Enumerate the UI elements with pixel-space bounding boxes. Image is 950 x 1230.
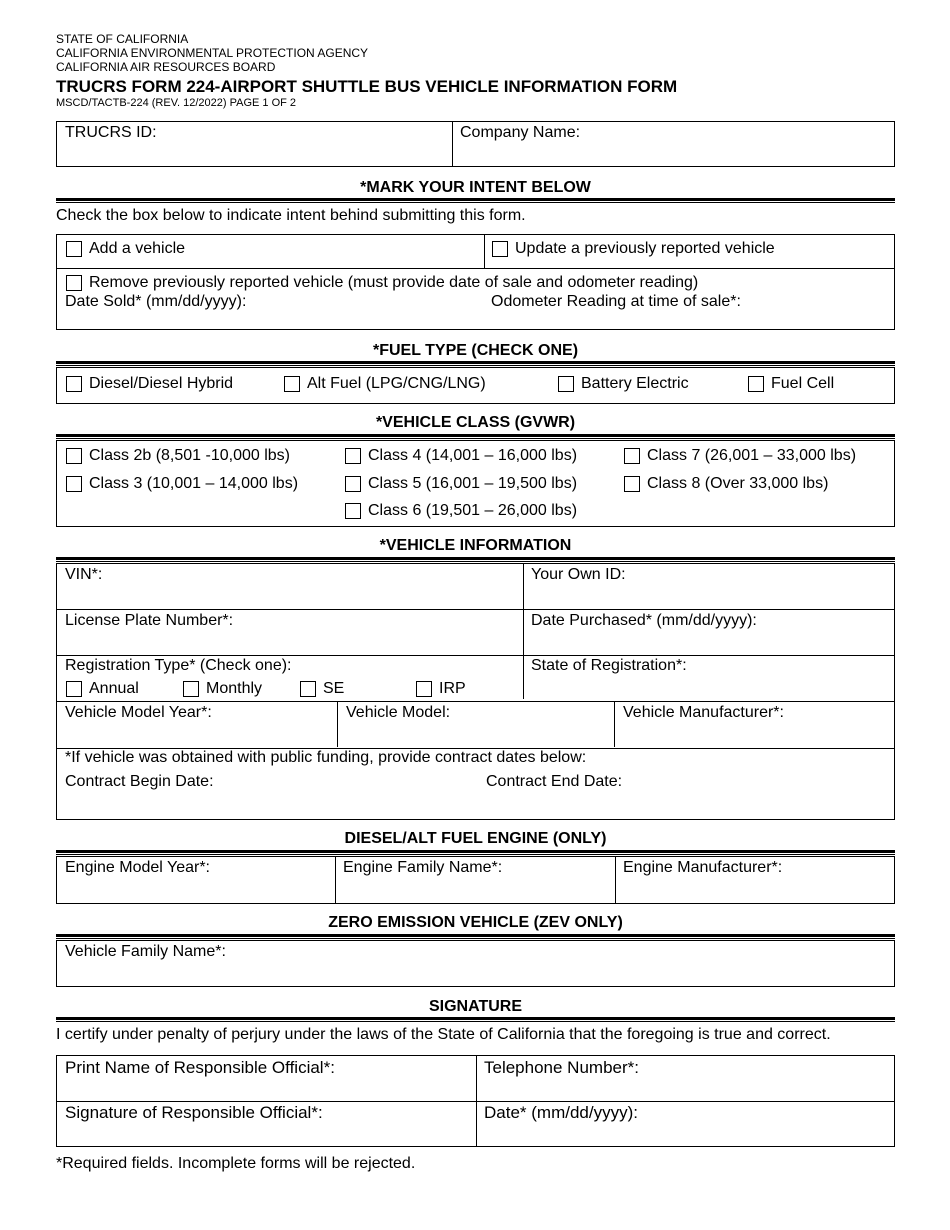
agency-line-carb: CALIFORNIA AIR RESOURCES BOARD <box>56 60 276 74</box>
vehicle-class-heading: *VEHICLE CLASS (GVWR) <box>375 414 576 431</box>
contract-begin-label: Contract Begin Date: <box>65 773 214 790</box>
vehicle-info-box <box>56 563 895 820</box>
intent-heading: *MARK YOUR INTENT BELOW <box>360 179 591 196</box>
zev-rule <box>56 934 895 939</box>
checkbox-square <box>284 376 300 392</box>
vehicle-class-rule <box>56 434 895 439</box>
agency-line-calepa: CALIFORNIA ENVIRONMENTAL PROTECTION AGENCY <box>56 46 369 60</box>
intent-rule <box>56 198 895 203</box>
add-vehicle-label: Add a vehicle <box>89 240 186 257</box>
vehicle-manufacturer-field[interactable] <box>623 725 889 745</box>
class-8-checkbox[interactable] <box>624 475 828 493</box>
class-4-checkbox[interactable] <box>345 447 577 465</box>
form-number: MSCD/TACTB-224 (REV. 12/2022) PAGE 1 OF 2 <box>56 97 297 109</box>
trucrs-id-label: TRUCRS ID: <box>65 124 157 141</box>
checkbox-square <box>66 241 82 257</box>
registration-monthly-label: Monthly <box>206 680 263 697</box>
checkbox-square <box>66 681 82 697</box>
engine-model-year-field[interactable] <box>65 880 329 900</box>
class-6-checkbox[interactable] <box>345 502 577 520</box>
required-fields-note: *Required fields. Incomplete forms will be rejected. <box>56 1155 416 1172</box>
own-id-field[interactable] <box>531 586 889 606</box>
print-name-field[interactable] <box>65 1079 469 1099</box>
fuel-type-heading: *FUEL TYPE (CHECK ONE) <box>372 342 579 359</box>
checkbox-square <box>748 376 764 392</box>
checkbox-square <box>66 476 82 492</box>
engine-rule <box>56 850 895 855</box>
checkbox-square <box>558 376 574 392</box>
fuel-cell-label: Fuel Cell <box>771 375 835 392</box>
signature-box <box>56 1055 895 1147</box>
fuel-alt-checkbox[interactable] <box>284 375 486 393</box>
trucrs-id-field[interactable] <box>65 144 445 164</box>
state-registration-label: State of Registration*: <box>531 657 687 674</box>
checkbox-square <box>345 448 361 464</box>
checkbox-square <box>183 681 199 697</box>
vin-field[interactable] <box>65 586 517 606</box>
checkbox-square <box>300 681 316 697</box>
class-7-checkbox[interactable] <box>624 447 856 465</box>
print-name-label: Print Name of Responsible Official*: <box>65 1058 335 1077</box>
fuel-diesel-checkbox[interactable] <box>66 375 233 393</box>
engine-box <box>56 856 895 904</box>
vehicle-info-heading: *VEHICLE INFORMATION <box>379 537 572 554</box>
license-plate-label: License Plate Number*: <box>65 612 234 629</box>
fuel-diesel-label: Diesel/Diesel Hybrid <box>89 375 234 392</box>
remove-vehicle-label: Remove previously reported vehicle (must provide date of sale and odometer reading) <box>89 274 699 291</box>
checkbox-square <box>624 476 640 492</box>
registration-irp-checkbox[interactable] <box>416 680 466 698</box>
vin-label: VIN*: <box>65 566 103 583</box>
registration-annual-label: Annual <box>89 680 139 697</box>
vehicle-model-label: Vehicle Model: <box>346 704 451 721</box>
vehicle-model-field[interactable] <box>346 725 608 745</box>
remove-vehicle-checkbox[interactable] <box>66 274 698 292</box>
odometer-field[interactable] <box>759 293 889 313</box>
fuel-alt-label: Alt Fuel (LPG/CNG/LNG) <box>307 375 486 392</box>
vehicle-info-rule <box>56 557 895 562</box>
registration-se-label: SE <box>323 680 345 697</box>
registration-annual-checkbox[interactable] <box>66 680 139 698</box>
engine-model-year-label: Engine Model Year*: <box>65 859 210 876</box>
vehicle-family-name-field[interactable] <box>65 964 889 984</box>
signature-heading: SIGNATURE <box>428 998 523 1015</box>
registration-monthly-checkbox[interactable] <box>183 680 262 698</box>
registration-irp-label: IRP <box>439 680 466 697</box>
class-6-label: Class 6 (19,501 – 26,000 lbs) <box>368 502 578 519</box>
class-3-label: Class 3 (10,001 – 14,000 lbs) <box>89 475 299 492</box>
signature-date-label: Date* (mm/dd/yyyy): <box>484 1103 638 1122</box>
signature-field[interactable] <box>65 1124 469 1144</box>
checkbox-square <box>66 448 82 464</box>
checkbox-square <box>492 241 508 257</box>
intent-box <box>56 234 895 330</box>
telephone-label: Telephone Number*: <box>484 1058 639 1077</box>
public-funding-note: *If vehicle was obtained with public funding, provide contract dates below: <box>65 749 587 766</box>
signature-rule <box>56 1017 895 1022</box>
add-vehicle-checkbox[interactable] <box>66 240 185 258</box>
checkbox-square <box>66 376 82 392</box>
contract-end-field[interactable] <box>639 773 889 793</box>
state-registration-field[interactable] <box>531 678 889 698</box>
vehicle-manufacturer-label: Vehicle Manufacturer*: <box>623 704 784 721</box>
zev-box <box>56 940 895 987</box>
class-4-label: Class 4 (14,001 – 16,000 lbs) <box>368 447 578 464</box>
id-company-box <box>56 121 895 167</box>
date-sold-field[interactable] <box>262 293 482 313</box>
class-2b-label: Class 2b (8,501 -10,000 lbs) <box>89 447 290 464</box>
fuel-type-box <box>56 367 895 404</box>
vehicle-model-year-field[interactable] <box>65 725 331 745</box>
class-7-label: Class 7 (26,001 – 33,000 lbs) <box>647 447 857 464</box>
contract-end-label: Contract End Date: <box>486 773 623 790</box>
engine-manufacturer-field[interactable] <box>623 880 889 900</box>
fuel-battery-checkbox[interactable] <box>558 375 689 393</box>
certification-text: I certify under penalty of perjury under the laws of the State of California that the foregoing is true and correct. <box>56 1026 831 1043</box>
checkbox-square <box>66 275 82 291</box>
license-plate-field[interactable] <box>65 632 517 652</box>
zev-heading: ZERO EMISSION VEHICLE (ZEV ONLY) <box>328 914 623 931</box>
form-title: TRUCRS FORM 224-AIRPORT SHUTTLE BUS VEHICLE INFORMATION FORM <box>56 77 678 96</box>
agency-line-state: STATE OF CALIFORNIA <box>56 32 189 46</box>
signature-date-field[interactable] <box>484 1124 889 1144</box>
checkbox-square <box>345 476 361 492</box>
checkbox-square <box>416 681 432 697</box>
update-vehicle-label: Update a previously reported vehicle <box>515 240 775 257</box>
contract-begin-field[interactable] <box>232 773 477 793</box>
company-name-field[interactable] <box>460 144 888 164</box>
date-purchased-field[interactable] <box>531 632 889 652</box>
intent-instruction: Check the box below to indicate intent behind submitting this form. <box>56 207 526 224</box>
fuel-cell-checkbox[interactable] <box>748 375 834 393</box>
telephone-field[interactable] <box>484 1079 889 1099</box>
registration-se-checkbox[interactable] <box>300 680 344 698</box>
registration-type-label: Registration Type* (Check one): <box>65 657 292 674</box>
update-vehicle-checkbox[interactable] <box>492 240 775 258</box>
engine-family-name-field[interactable] <box>343 880 609 900</box>
class-2b-checkbox[interactable] <box>66 447 290 465</box>
vehicle-class-box <box>56 440 895 527</box>
checkbox-square <box>624 448 640 464</box>
signature-label: Signature of Responsible Official*: <box>65 1103 323 1122</box>
class-3-checkbox[interactable] <box>66 475 298 493</box>
own-id-label: Your Own ID: <box>531 566 626 583</box>
odometer-label: Odometer Reading at time of sale*: <box>491 293 741 310</box>
class-5-label: Class 5 (16,001 – 19,500 lbs) <box>368 475 578 492</box>
fuel-type-rule <box>56 361 895 366</box>
class-5-checkbox[interactable] <box>345 475 577 493</box>
vehicle-model-year-label: Vehicle Model Year*: <box>65 704 212 721</box>
checkbox-square <box>345 503 361 519</box>
fuel-battery-label: Battery Electric <box>581 375 689 392</box>
vehicle-family-name-label: Vehicle Family Name*: <box>65 943 226 960</box>
engine-family-name-label: Engine Family Name*: <box>343 859 503 876</box>
company-name-label: Company Name: <box>460 124 581 141</box>
class-8-label: Class 8 (Over 33,000 lbs) <box>647 475 829 492</box>
date-sold-label: Date Sold* (mm/dd/yyyy): <box>65 293 247 310</box>
engine-manufacturer-label: Engine Manufacturer*: <box>623 859 783 876</box>
engine-heading: DIESEL/ALT FUEL ENGINE (ONLY) <box>344 830 607 847</box>
date-purchased-label: Date Purchased* (mm/dd/yyyy): <box>531 612 757 629</box>
